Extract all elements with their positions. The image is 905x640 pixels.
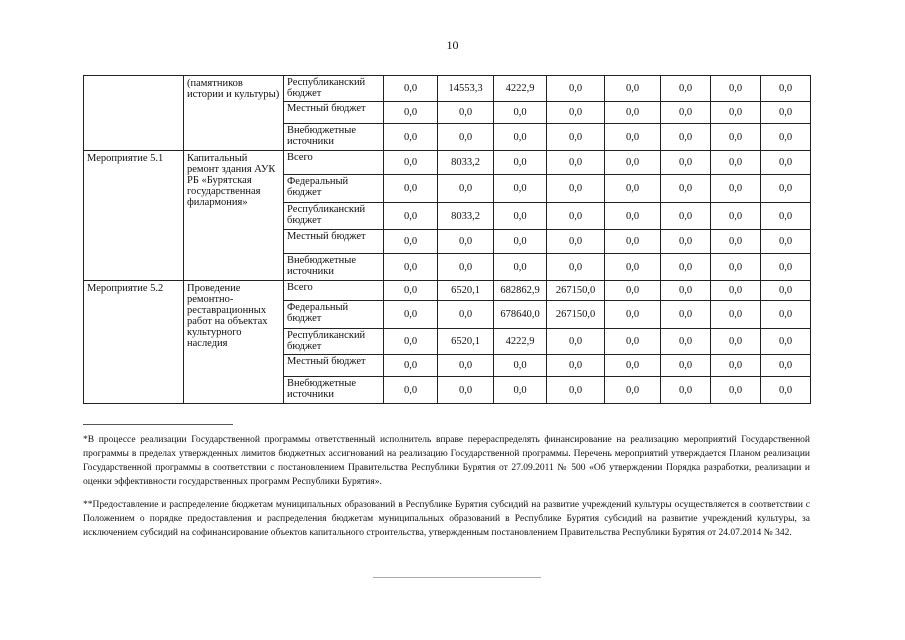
funding-source-cell: Местный бюджет [284, 230, 384, 254]
footnotes [83, 424, 810, 549]
event-cell: Мероприятие 5.1 [84, 151, 184, 281]
value-cell: 0,0 [384, 377, 438, 404]
event-name-cell: (памятников истории и культуры) [184, 76, 284, 151]
value-cell: 0,0 [605, 102, 661, 124]
funding-source-cell: Республиканский бюджет [284, 203, 384, 230]
value-cell: 0,0 [494, 151, 547, 175]
value-cell: 0,0 [438, 254, 494, 281]
value-cell: 267150,0 [547, 281, 605, 301]
value-cell: 0,0 [384, 254, 438, 281]
value-cell: 4222,9 [494, 329, 547, 355]
value-cell: 0,0 [711, 254, 761, 281]
value-cell: 682862,9 [494, 281, 547, 301]
value-cell: 0,0 [761, 76, 811, 102]
value-cell: 4222,9 [494, 76, 547, 102]
value-cell: 0,0 [494, 203, 547, 230]
value-cell: 0,0 [661, 254, 711, 281]
value-cell: 0,0 [711, 377, 761, 404]
funding-source-cell: Всего [284, 151, 384, 175]
value-cell: 0,0 [711, 281, 761, 301]
value-cell: 0,0 [711, 151, 761, 175]
value-cell: 0,0 [661, 230, 711, 254]
value-cell: 0,0 [547, 76, 605, 102]
value-cell: 0,0 [605, 203, 661, 230]
value-cell: 0,0 [605, 281, 661, 301]
value-cell: 14553,3 [438, 76, 494, 102]
value-cell: 0,0 [761, 329, 811, 355]
value-cell: 0,0 [547, 151, 605, 175]
value-cell: 0,0 [661, 151, 711, 175]
funding-source-cell: Республиканский бюджет [284, 329, 384, 355]
value-cell: 0,0 [711, 124, 761, 151]
value-cell: 0,0 [605, 76, 661, 102]
value-cell: 0,0 [384, 281, 438, 301]
value-cell: 0,0 [711, 301, 761, 329]
value-cell: 0,0 [384, 329, 438, 355]
value-cell: 0,0 [438, 124, 494, 151]
funding-source-cell: Внебюджетные источники [284, 377, 384, 404]
value-cell: 0,0 [494, 377, 547, 404]
value-cell: 0,0 [661, 377, 711, 404]
value-cell: 0,0 [605, 175, 661, 203]
value-cell: 0,0 [661, 355, 711, 377]
funding-source-cell: Федеральный бюджет [284, 175, 384, 203]
value-cell: 0,0 [438, 355, 494, 377]
value-cell: 0,0 [438, 301, 494, 329]
funding-source-cell: Внебюджетные источники [284, 254, 384, 281]
event-cell: Мероприятие 5.2 [84, 281, 184, 404]
value-cell: 0,0 [661, 102, 711, 124]
page-number: 10 [446, 38, 459, 52]
value-cell: 0,0 [547, 175, 605, 203]
funding-source-cell: Федеральный бюджет [284, 301, 384, 329]
value-cell: 0,0 [384, 355, 438, 377]
value-cell: 0,0 [605, 124, 661, 151]
value-cell: 0,0 [547, 203, 605, 230]
value-cell: 0,0 [384, 230, 438, 254]
value-cell: 0,0 [661, 301, 711, 329]
value-cell: 0,0 [438, 230, 494, 254]
value-cell: 0,0 [711, 203, 761, 230]
table-body [84, 76, 811, 404]
value-cell: 0,0 [661, 329, 711, 355]
value-cell: 6520,1 [438, 281, 494, 301]
funding-source-cell: Республиканский бюджет [284, 76, 384, 102]
value-cell: 0,0 [494, 102, 547, 124]
table-row [84, 151, 811, 175]
event-cell [84, 76, 184, 151]
value-cell: 0,0 [494, 355, 547, 377]
value-cell: 0,0 [761, 355, 811, 377]
value-cell: 0,0 [547, 254, 605, 281]
value-cell: 0,0 [438, 102, 494, 124]
value-cell: 0,0 [761, 203, 811, 230]
value-cell: 0,0 [605, 254, 661, 281]
value-cell: 6520,1 [438, 329, 494, 355]
event-name-cell: Проведение ремонтно-реставрационных работ на объектах культурного наследия [184, 281, 284, 404]
value-cell: 0,0 [761, 254, 811, 281]
value-cell: 0,0 [384, 301, 438, 329]
value-cell: 8033,2 [438, 203, 494, 230]
value-cell: 0,0 [661, 175, 711, 203]
value-cell: 0,0 [661, 76, 711, 102]
value-cell: 0,0 [438, 377, 494, 404]
value-cell: 0,0 [761, 124, 811, 151]
value-cell: 0,0 [547, 230, 605, 254]
value-cell: 0,0 [547, 329, 605, 355]
funding-source-cell: Внебюджетные источники [284, 124, 384, 151]
footnote-2: **Предоставление и распределение бюджетам муниципальных образований в Республике Бурятия субсидий на развитие учреждений культуры осуществляется в соответствии с Положением о порядке предоставления и распределения бюджетам муниципальных образований в Республике Бурятия субсидий на развитие учреждений культуры, за исключением субсидий на софинансирование объектов капитального строительства, утвержденным постановлением Правительства Республики Бурятия от 24.07.2014 № 342. [83, 500, 810, 538]
value-cell: 0,0 [605, 301, 661, 329]
value-cell: 0,0 [384, 124, 438, 151]
event-name-cell: Капитальный ремонт здания АУК РБ «Бурятская государственная филармония» [184, 151, 284, 281]
value-cell: 678640,0 [494, 301, 547, 329]
value-cell: 267150,0 [547, 301, 605, 329]
value-cell: 0,0 [761, 102, 811, 124]
value-cell: 0,0 [494, 254, 547, 281]
value-cell: 0,0 [711, 76, 761, 102]
funding-source-cell: Местный бюджет [284, 102, 384, 124]
value-cell: 0,0 [761, 151, 811, 175]
value-cell: 0,0 [547, 355, 605, 377]
value-cell: 0,0 [761, 230, 811, 254]
value-cell: 0,0 [494, 175, 547, 203]
value-cell: 0,0 [547, 377, 605, 404]
table-row [84, 281, 811, 301]
bottom-divider [373, 577, 541, 578]
value-cell: 0,0 [711, 329, 761, 355]
value-cell: 0,0 [384, 175, 438, 203]
footnote-1: *В процессе реализации Государственной программы ответственный исполнитель вправе перераспределять финансирование на реализацию мероприятий Государственной программы в пределах утвержденных лимитов бюджетных ассигнований на реализацию Государственной программы. Перечень мероприятий утверждается Планом реализации Государственной программы в соответствии с постановлением Правительства Республики Бурятия от 27.09.2011 № 500 «Об утверждении Порядка разработки, реализации и оценки эффективности государственных программ Республики Бурятия». [83, 435, 810, 487]
value-cell: 0,0 [547, 124, 605, 151]
value-cell: 0,0 [661, 281, 711, 301]
value-cell: 0,0 [384, 102, 438, 124]
value-cell: 0,0 [494, 124, 547, 151]
value-cell: 0,0 [605, 355, 661, 377]
value-cell: 0,0 [384, 76, 438, 102]
value-cell: 0,0 [605, 377, 661, 404]
value-cell: 8033,2 [438, 151, 494, 175]
value-cell: 0,0 [384, 203, 438, 230]
funding-source-cell: Всего [284, 281, 384, 301]
value-cell: 0,0 [605, 230, 661, 254]
value-cell: 0,0 [547, 102, 605, 124]
funding-source-cell: Местный бюджет [284, 355, 384, 377]
value-cell: 0,0 [761, 175, 811, 203]
value-cell: 0,0 [605, 329, 661, 355]
budget-table [83, 75, 811, 404]
value-cell: 0,0 [761, 377, 811, 404]
value-cell: 0,0 [711, 355, 761, 377]
value-cell: 0,0 [711, 230, 761, 254]
value-cell: 0,0 [711, 102, 761, 124]
footnote-separator [83, 424, 233, 425]
value-cell: 0,0 [661, 124, 711, 151]
value-cell: 0,0 [438, 175, 494, 203]
value-cell: 0,0 [761, 281, 811, 301]
value-cell: 0,0 [494, 230, 547, 254]
value-cell: 0,0 [761, 301, 811, 329]
value-cell: 0,0 [384, 151, 438, 175]
value-cell: 0,0 [711, 175, 761, 203]
table-row [84, 76, 811, 102]
value-cell: 0,0 [661, 203, 711, 230]
value-cell: 0,0 [605, 151, 661, 175]
